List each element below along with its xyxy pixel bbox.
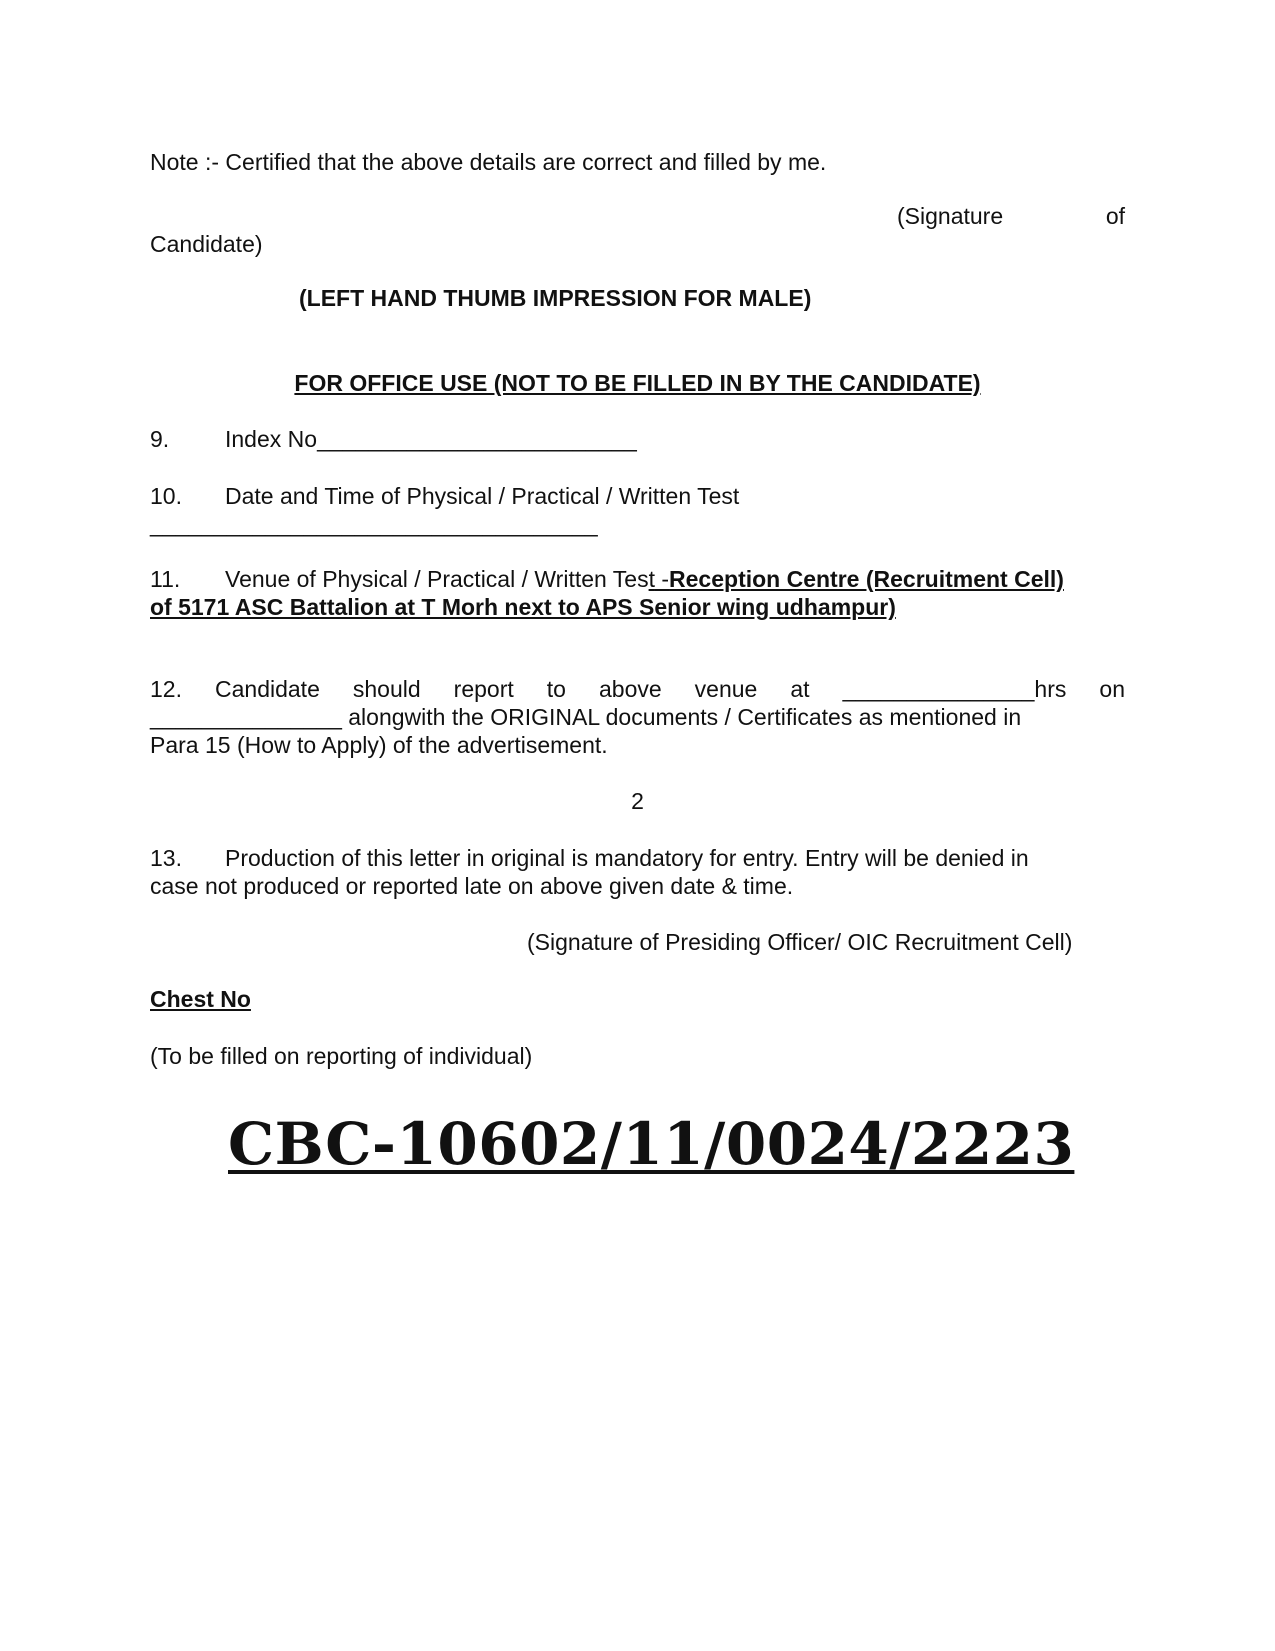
candidate-signature-word-2: of xyxy=(1105,203,1125,229)
report-word: on xyxy=(1099,676,1125,702)
office-use-heading: FOR OFFICE USE (NOT TO BE FILLED IN BY THE CANDIDATE) xyxy=(294,370,981,396)
chest-no-label: Chest No xyxy=(150,986,251,1012)
report-word: venue xyxy=(694,676,758,702)
item-report-line-2: _______________ alongwith the ORIGINAL documents / Certificates as mentioned in xyxy=(150,704,1022,730)
report-word: at xyxy=(790,676,810,702)
item-report-line-3: Para 15 (How to Apply) of the advertisement. xyxy=(150,732,608,758)
item-index-no xyxy=(150,425,637,453)
report-word: above xyxy=(598,676,662,702)
item-number: 13. xyxy=(150,845,182,871)
candidate-signature-word-1: (Signature xyxy=(897,203,1004,229)
item-report-line-1 xyxy=(150,675,1125,703)
chest-no-note: (To be filled on reporting of individual) xyxy=(150,1043,533,1069)
item-label-end: t xyxy=(648,566,655,592)
item-number: 9. xyxy=(150,426,170,452)
item-label: Index No xyxy=(225,426,318,452)
candidate-signature xyxy=(897,202,1125,230)
item-label: Production of this letter in original is mandatory for entry. Entry will be denied in xyxy=(225,845,1029,871)
item-number: 11. xyxy=(150,566,181,592)
item-production-line-2: case not produced or reported late on above given date & time. xyxy=(150,873,794,899)
blank-field: ___________________________________ xyxy=(150,511,598,537)
venue-name-line-1: Reception Centre (Recruitment Cell) xyxy=(669,566,1064,592)
item-number: 12. xyxy=(150,676,182,702)
report-word: should xyxy=(352,676,421,702)
report-word: report xyxy=(453,676,514,702)
reference-id: CBC-10602/11/0024/2223 xyxy=(228,1110,1075,1178)
item-label: Date and Time of Physical / Practical / Written Test xyxy=(225,483,740,509)
thumb-impression-label: (LEFT HAND THUMB IMPRESSION FOR MALE) xyxy=(299,285,812,311)
report-word: Candidate xyxy=(215,676,320,702)
item-production-line-1 xyxy=(150,844,1029,872)
venue-name-line-2: of 5171 ASC Battalion at T Morh next to APS Senior wing udhampur) xyxy=(150,594,896,620)
item-label: Venue of Physical / Practical / Written Tes xyxy=(225,566,649,592)
blank-field: _________________________ xyxy=(317,426,637,452)
item-date-time xyxy=(150,482,739,510)
page-number: 2 xyxy=(631,788,644,814)
item-number: 10. xyxy=(150,483,182,509)
officer-signature: (Signature of Presiding Officer/ OIC Recruitment Cell) xyxy=(527,929,1073,955)
candidate-signature-word-3: Candidate) xyxy=(150,231,263,257)
item-venue xyxy=(150,565,1064,593)
venue-dash: - xyxy=(654,566,670,592)
report-word: to xyxy=(546,676,566,702)
certification-note: Note :- Certified that the above details are correct and filled by me. xyxy=(150,149,827,175)
report-time-blank: _______________hrs xyxy=(842,676,1067,702)
